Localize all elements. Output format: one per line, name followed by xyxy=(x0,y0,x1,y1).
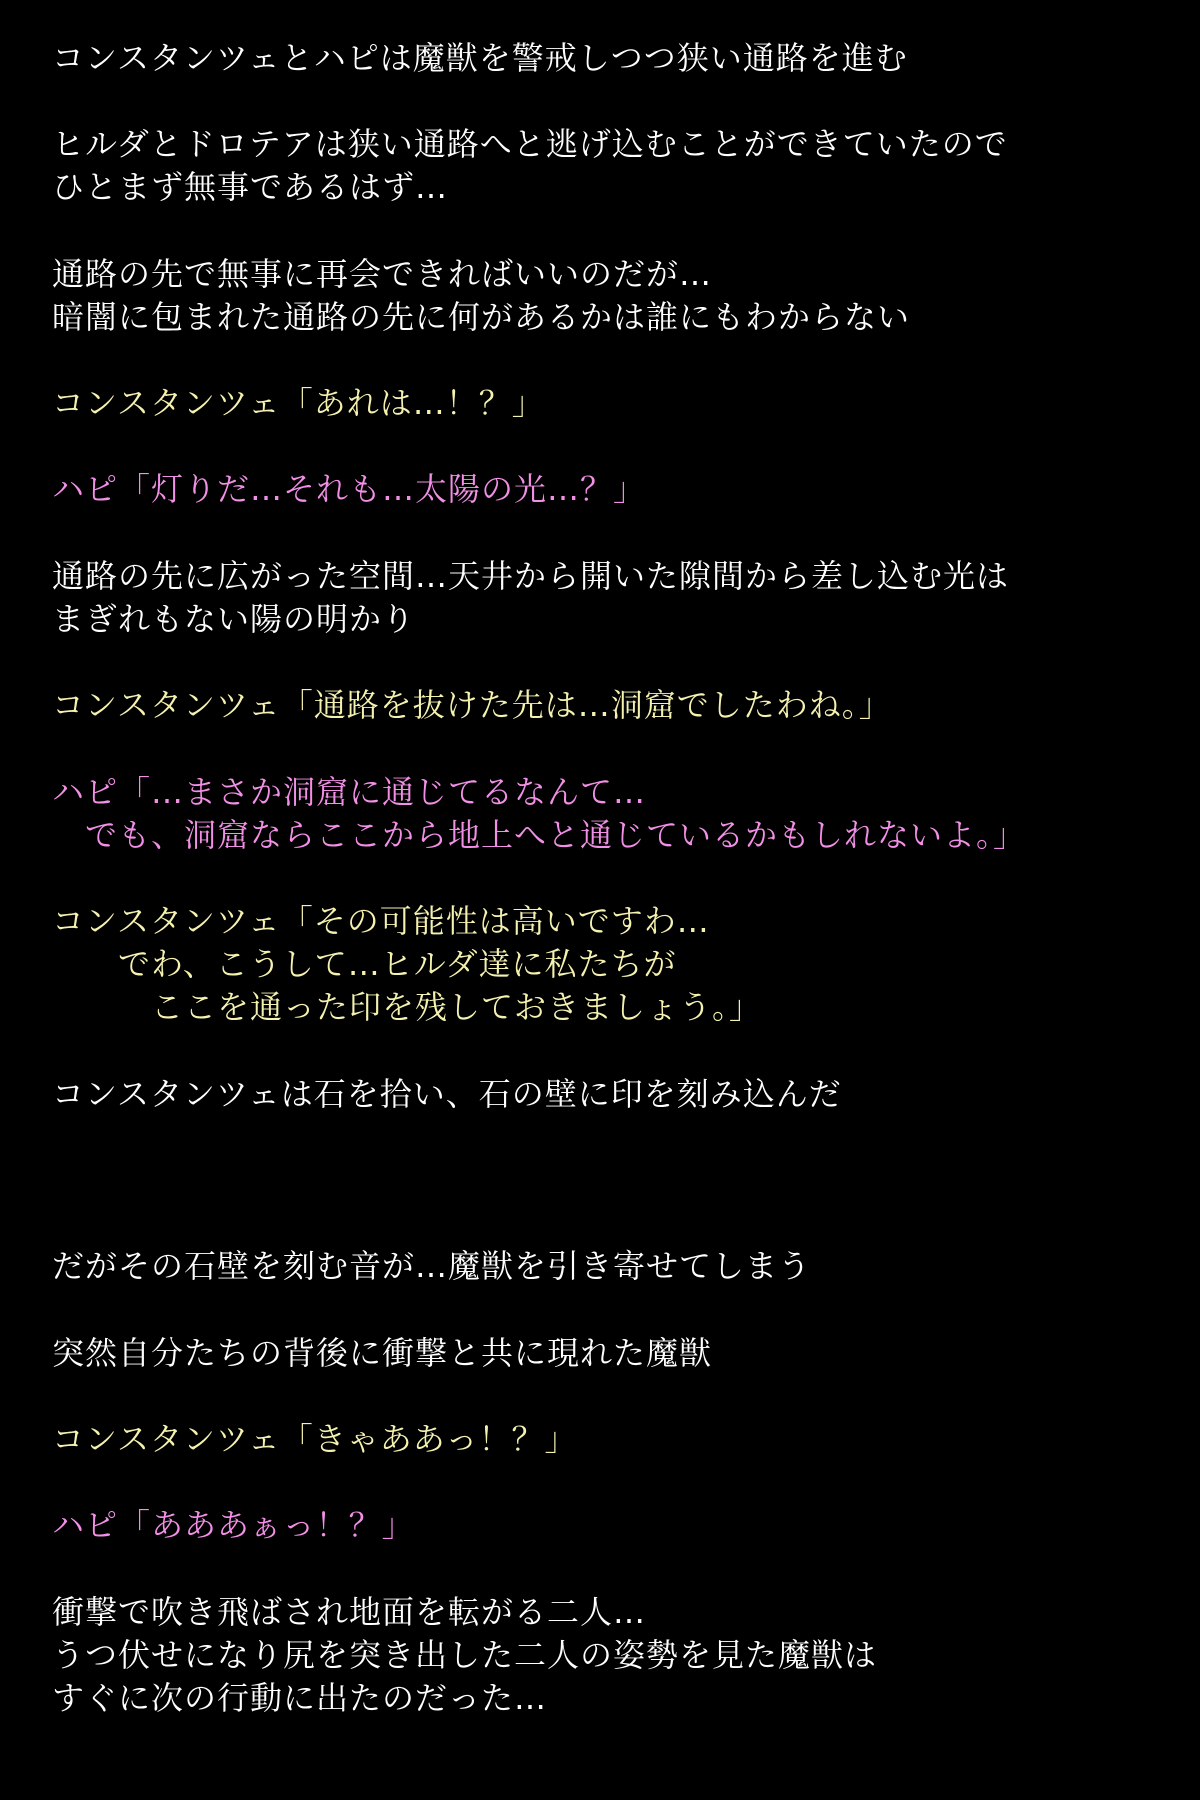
hapi-dialogue-line: ハピ「あああぁっ！？」 xyxy=(52,1506,415,1544)
constanze-dialogue-line: ここを通った印を残しておきましょう。」 xyxy=(52,988,763,1026)
narration-line: ヒルダとドロテアは狭い通路へと逃げ込むことができていたので xyxy=(52,125,1008,163)
constanze-dialogue-line: コンスタンツェ「通路を抜けた先は…洞窟でしたわね。」 xyxy=(52,686,892,724)
narration-line: だがその石壁を刻む音が…魔獣を引き寄せてしまう xyxy=(52,1247,812,1285)
narration-line: まぎれもない陽の明かり xyxy=(52,600,416,638)
narration-line: すぐに次の行動に出たのだった… xyxy=(52,1679,548,1717)
narration-line: 暗闇に包まれた通路の先に何があるかは誰にもわからない xyxy=(52,298,911,336)
hapi-dialogue-line: でも、洞窟ならここから地上へと通じているかもしれないよ。」 xyxy=(52,816,1027,854)
narration-line: うつ伏せになり尻を突き出した二人の姿勢を見た魔獣は xyxy=(52,1636,878,1674)
hapi-dialogue-line: ハピ「灯りだ…それも…太陽の光…？」 xyxy=(52,470,647,508)
narration-line: コンスタンツェとハピは魔獣を警戒しつつ狭い通路を進む xyxy=(52,39,908,77)
hapi-dialogue-line: ハピ「…まさか洞窟に通じてるなんて… xyxy=(52,773,647,811)
narration-line: 衝撃で吹き飛ばされ地面を転がる二人… xyxy=(52,1593,647,1631)
narration-line: 突然自分たちの背後に衝撃と共に現れた魔獣 xyxy=(52,1334,713,1372)
narration-line: ひとまず無事であるはず… xyxy=(52,168,449,206)
narration-line: 通路の先に広がった空間…天井から開いた隙間から差し込む光は xyxy=(52,557,1010,595)
narration-line: 通路の先で無事に再会できればいいのだが… xyxy=(52,255,713,293)
constanze-dialogue-line: コンスタンツェ「あれは…！？」 xyxy=(52,384,545,422)
constanze-dialogue-line: コンスタンツェ「その可能性は高いですわ… xyxy=(52,902,710,940)
narration-line: コンスタンツェは石を拾い、石の壁に印を刻み込んだ xyxy=(52,1075,842,1113)
constanze-dialogue-line: でわ、こうして…ヒルダ達に私たちが xyxy=(52,945,677,983)
constanze-dialogue-line: コンスタンツェ「きゃああっ！？」 xyxy=(52,1420,578,1458)
